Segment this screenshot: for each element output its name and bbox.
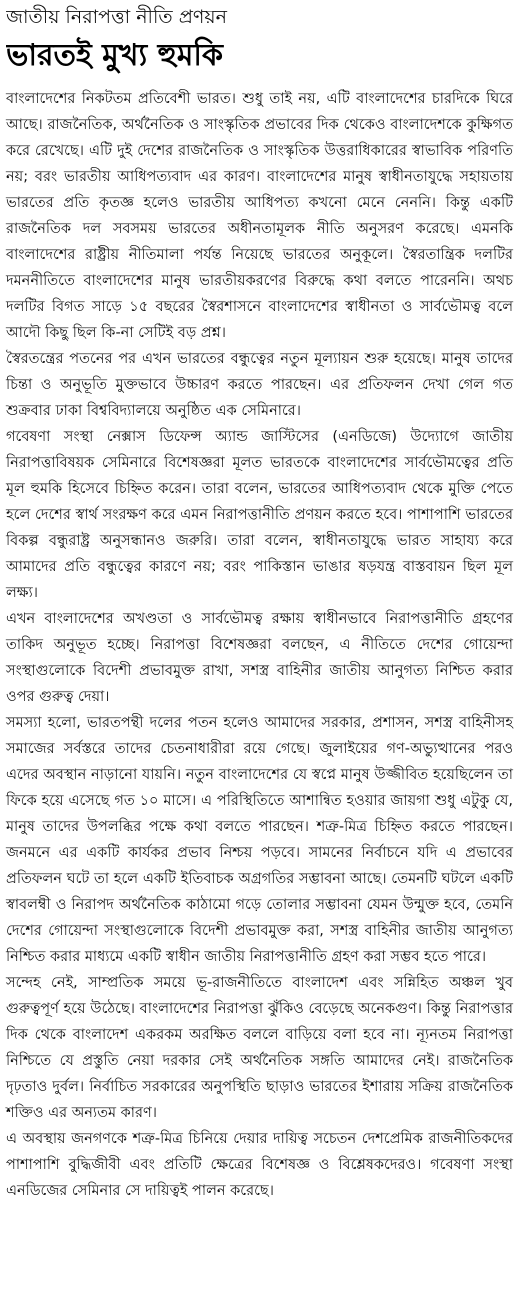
article-paragraph: স্বৈরতন্ত্রের পতনের পর এখন ভারতের বন্ধুত্বের নতুন মূল্যায়ন শুরু হয়েছে। মানুষ তাদের চিন্তা ও অনুভূতি মুক্তভাবে উচ্চারণ করতে পারছেন। এর প্রতিফলন দেখা গেল গত শুক্রবার ঢাকা বিশ্ববিদ্যালয়ে অনুষ্ঠিত এক সেমিনারে। <box>6 351 513 419</box>
article-kicker: জাতীয় নিরাপত্তা নীতি প্রণয়ন <box>6 6 227 28</box>
article-paragraph: সন্দেহ নেই, সাম্প্রতিক সময়ে ভূ-রাজনীতিতে বাংলাদেশ এবং সন্নিহিত অঞ্চল খুব গুরুত্বপূর্ণ হয়ে উঠেছে। বাংলাদেশের নিরাপত্তা ঝুঁকিও বেড়েছে অনেকগুণ। কিন্তু নিরাপত্তার দিক থেকে বাংলাদেশ একরকম অরক্ষিত বললে বাড়িয়ে বলা হবে না। ন্যূনতম নিরাপত্তা নিশ্চিতে যে প্রস্তুতি নেয়া দরকার সেই অর্থনৈতিক সঙ্গতি আমাদের নেই। রাজনৈতিক দৃঢ়তাও দুর্বল। নির্বাচিত সরকারের অনুপস্থিতি ছাড়াও ভারতের ইশারায় সক্রিয় রাজনৈতিক শক্তিও এর অন্যতম কারণ। <box>6 975 513 1121</box>
article-paragraph: গবেষণা সংস্থা নেক্সাস ডিফেন্স অ্যান্ড জাস্টিসের (এনডিজে) উদ্যোগে জাতীয় নিরাপত্তাবিষয়ক সেমিনারে বিশেষজ্ঞরা মূলত ভারতকে বাংলাদেশের সার্বভৌমত্বের প্রতি মূল হুমকি হিসেবে চিহ্নিত করেন। তারা বলেন, ভারতের আধিপত্যবাদ থেকে মুক্তি পেতে হলে দেশের স্বার্থ সংরক্ষণ করে এমন নিরাপত্তানীতি প্রণয়ন করতে হবে। পাশাপাশি ভারতের বিকল্প বন্ধুরাষ্ট্র অনুসন্ধানও জরুরি। তারা বলেন, স্বাধীনতাযুদ্ধে ভারত সাহায্য করে আমাদের প্রতি বন্ধুত্বের কারণে নয়; বরং পাকিস্তান ভাঙার ষড়যন্ত্র বাস্তবায়ন ছিল মূল লক্ষ্য। <box>6 429 513 601</box>
article-paragraph: এখন বাংলাদেশের অখণ্ডতা ও সার্বভৌমত্ব রক্ষায় স্বাধীনভাবে নিরাপত্তানীতি গ্রহণের তাকিদ অনুভূত হচ্ছে। নিরাপত্তা বিশেষজ্ঞরা বলছেন, এ নীতিতে দেশের গোয়েন্দা সংস্থাগুলোকে বিদেশী প্রভাবমুক্ত রাখা, সশস্ত্র বাহিনীর জাতীয় আনুগত্য নিশ্চিত করার ওপর গুরুত্ব দেয়া। <box>6 611 513 705</box>
article-paragraph: বাংলাদেশের নিকটতম প্রতিবেশী ভারত। শুধু তাই নয়, এটি বাংলাদেশের চারদিকে ঘিরে আছে। রাজনৈতিক, অর্থনৈতিক ও সাংস্কৃতিক প্রভাবের দিক থেকেও বাংলাদেশকে কুক্ষিগত করে রেখেছে। এটি দুই দেশের রাজনৈতিক ও সাংস্কৃতিক উত্তরাধিকারের স্বাভাবিক পরিণতি নয়; বরং ভারতীয় আধিপত্যবাদ এর কারণ। বাংলাদেশের মানুষ স্বাধীনতাযুদ্ধে সহায়তায় ভারতের প্রতি কৃতজ্ঞ হলেও ভারতীয় আধিপত্য কখনো মেনে নেননি। কিন্তু একটি রাজনৈতিক দল সবসময় ভারতের অধীনতামূলক নীতি অনুসরণ করেছে। এমনকি বাংলাদেশের রাষ্ট্রীয় নীতিমালা পর্যন্ত নিয়েছে ভারতের অনুকূলে। স্বৈরতান্ত্রিক দলটির দমননীতিতে বাংলাদেশের মানুষ ভারতীয়করণের বিরুদ্ধে কথা বলতে পারেননি। অথচ দলটির বিগত সাড়ে ১৫ বছরের স্বৈরশাসনে বাংলাদেশের স্বাধীনতা ও সার্বভৌমত্ব বলে আদৌ কিছু ছিল কি-না সেটিই বড় প্রশ্ন। <box>6 91 513 341</box>
article-paragraph: সমস্যা হলো, ভারতপন্থী দলের পতন হলেও আমাদের সরকার, প্রশাসন, সশস্ত্র বাহিনীসহ সমাজের সর্বস্তরে তাদের চেতনাধারীরা রয়ে গেছে। জুলাইয়ের গণ-অভ্যুত্থানের পরও এদের অবস্থান নাড়ানো যায়নি। নতুন বাংলাদেশের যে স্বপ্নে মানুষ উজ্জীবিত হয়েছিলেন তা ফিকে হয়ে এসেছে গত ১০ মাসে। এ পরিস্থিতিতে আশান্বিত হওয়ার জায়গা শুধু এটুকু যে, মানুষ তাদের উপলব্ধির পক্ষে কথা বলতে পারছেন। শত্রু-মিত্র চিহ্নিত করতে পারছেন। জনমনে এর একটি কার্যকর প্রভাব নিশ্চয় পড়বে। সামনের নির্বাচনে যদি এ প্রভাবের প্রতিফলন ঘটে তা হলে একটি ইতিবাচক অগ্রগতির সম্ভাবনা আছে। তেমনটি ঘটলে একটি স্বাবলম্বী ও নিরাপদ অর্থনৈতিক কাঠামো গড়ে তোলার সম্ভাবনা যেমন উন্মুক্ত হবে, তেমনি দেশের গোয়েন্দা সংস্থাগুলোকে বিদেশী প্রভাবমুক্ত করা, সশস্ত্র বাহিনীর জাতীয় আনুগত্য নিশ্চিত করার মাধ্যমে একটি স্বাধীন জাতীয় নিরাপত্তানীতি গ্রহণ করা সম্ভব হতে পারে। <box>6 715 513 965</box>
article-body <box>6 86 513 1204</box>
article-paragraph: এ অবস্থায় জনগণকে শত্রু-মিত্র চিনিয়ে দেয়ার দায়িত্ব সচেতন দেশপ্রেমিক রাজনীতিকদের পাশাপাশি বুদ্ধিজীবী এবং প্রতিটি ক্ষেত্রের বিশেষজ্ঞ ও বিশ্লেষকদেরও। গবেষণা সংস্থা এনডিজের সেমিনার সে দায়িত্বই পালন করেছে। <box>6 1131 513 1199</box>
article-headline: ভারতই মুখ্য হুমকি <box>6 38 224 73</box>
